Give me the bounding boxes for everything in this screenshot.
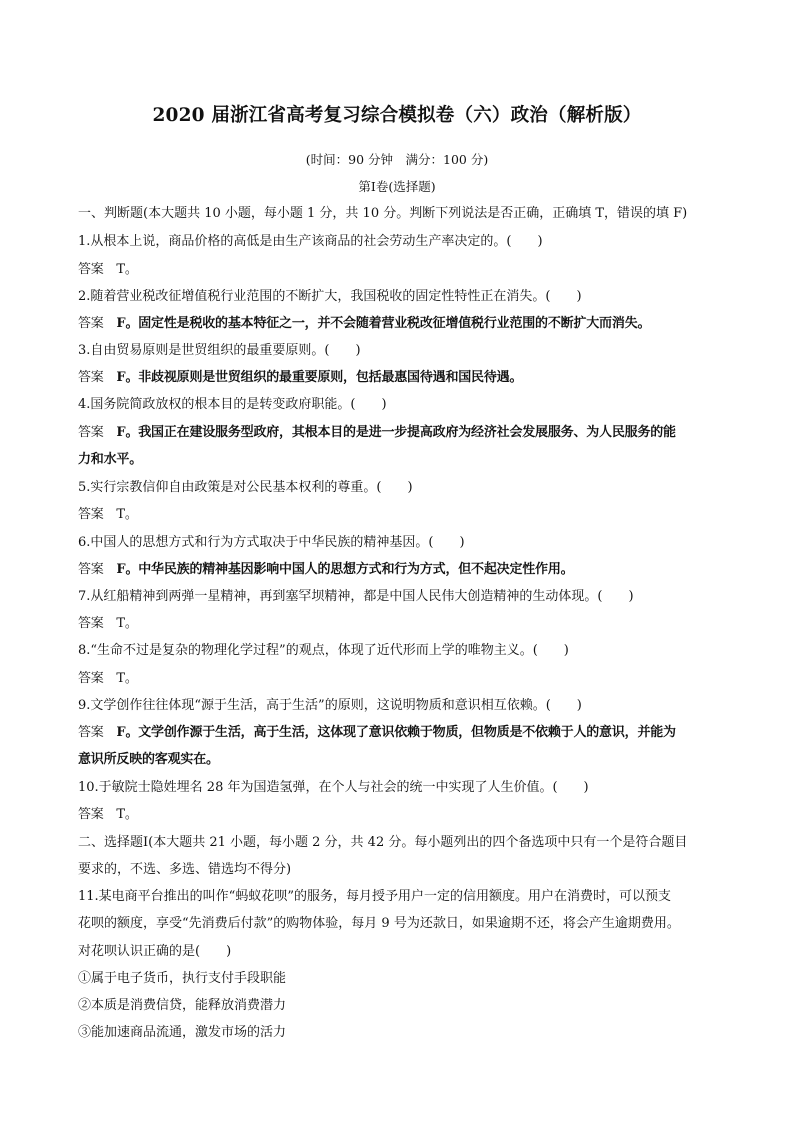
answer-label: 答案 xyxy=(78,507,104,522)
answer-2 xyxy=(78,315,728,333)
question-7: 7.从红船精神到两弹一星精神，再到塞罕坝精神，都是中国人民伟大创造精神的生动体现。( ) xyxy=(78,589,634,604)
question-1: 1.从根本上说，商品价格的高低是由生产该商品的社会劳动生产率决定的。( ) xyxy=(78,234,543,249)
answer-1 xyxy=(78,261,728,279)
answer-8 xyxy=(78,670,728,688)
section1-heading: 一、判断题(本大题共 10 小题，每小题 1 分，共 10 分。判断下列说法是否正确，正确填 T，错误的填 F) xyxy=(78,206,688,221)
volume-heading: 第Ⅰ卷(选择题) xyxy=(358,179,436,194)
answer-label: 答案 xyxy=(78,316,104,331)
answer-label: 答案 xyxy=(78,671,104,686)
question-11-stem-line-3: 对花呗认识正确的是( ) xyxy=(78,944,232,959)
answer-label: 答案 xyxy=(78,807,104,822)
answer-7 xyxy=(78,615,728,633)
answer-label: 答案 xyxy=(78,425,104,440)
exam-time-info: (时间：90 分钟 满分：100 分) xyxy=(305,152,489,167)
answer-text: T。 xyxy=(116,671,138,686)
question-11-option-1: ①属于电子货币，执行支付手段职能 xyxy=(78,971,287,986)
question-10: 10.于敏院士隐姓埋名 28 年为国造氢弹，在个人与社会的统一中实现了人生价值。( ) xyxy=(78,780,589,795)
answer-10 xyxy=(78,806,728,824)
question-11-option-3: ③能加速商品流通，激发市场的活力 xyxy=(78,1025,287,1040)
answer-9-continued: 意识所反映的客观实在。 xyxy=(78,752,219,767)
answer-label: 答案 xyxy=(78,262,104,277)
answer-text: F。固定性是税收的基本特征之一，并不会随着营业税改征增值税行业范围的不断扩大而消失。 xyxy=(116,316,651,331)
answer-4-continued: 力和水平。 xyxy=(78,452,143,467)
answer-text: T。 xyxy=(116,262,138,277)
answer-3 xyxy=(78,369,728,387)
section2-heading: 二、选择题Ⅰ(本大题共 21 小题，每小题 2 分，共 42 分。每小题列出的四个备选项中只有一个是符合题目 xyxy=(78,835,688,850)
answer-text: F。我国正在建设服务型政府，其根本目的是进一步提高政府为经济社会发展服务、为人民服务的能 xyxy=(116,425,676,440)
question-8: 8.“生命不过是复杂的物理化学过程”的观点，体现了近代形而上学的唯物主义。( ) xyxy=(78,643,569,658)
question-9: 9.文学创作往往体现“源于生活，高于生活”的原则，这说明物质和意识相互依赖。( ) xyxy=(78,698,582,713)
answer-label: 答案 xyxy=(78,370,104,385)
answer-text: F。文学创作源于生活，高于生活，这体现了意识依赖于物质，但物质是不依赖于人的意识，并能为 xyxy=(116,725,676,740)
question-2: 2.随着营业税改征增值税行业范围的不断扩大，我国税收的固定性特性正在消失。( ) xyxy=(78,289,582,304)
answer-text: F。中华民族的精神基因影响中国人的思想方式和行为方式，但不起决定性作用。 xyxy=(116,562,574,577)
answer-label: 答案 xyxy=(78,562,104,577)
answer-5 xyxy=(78,506,728,524)
answer-label: 答案 xyxy=(78,725,104,740)
answer-text: F。非歧视原则是世贸组织的最重要原则，包括最惠国待遇和国民待遇。 xyxy=(116,370,523,385)
document-title: 2020 届浙江省高考复习综合模拟卷（六）政治（解析版） xyxy=(152,105,642,126)
answer-text: T。 xyxy=(116,807,138,822)
answer-text: T。 xyxy=(116,616,138,631)
answer-9 xyxy=(78,724,728,742)
question-3: 3.自由贸易原则是世贸组织的最重要原则。( ) xyxy=(78,343,361,358)
question-5: 5.实行宗教信仰自由政策是对公民基本权利的尊重。( ) xyxy=(78,480,413,495)
question-4: 4.国务院简政放权的根本目的是转变政府职能。( ) xyxy=(78,397,387,412)
question-11-stem-line-2: 花呗的额度，享受“先消费后付款”的购物体验，每月 9 号为还款日，如果逾期不还，将会产生逾期费用。 xyxy=(78,916,680,931)
answer-4 xyxy=(78,424,728,442)
answer-label: 答案 xyxy=(78,616,104,631)
answer-6 xyxy=(78,561,728,579)
question-6: 6.中国人的思想方式和行为方式取决于中华民族的精神基因。( ) xyxy=(78,535,465,550)
answer-text: T。 xyxy=(116,507,138,522)
question-11-option-2: ②本质是消费信贷，能释放消费潜力 xyxy=(78,998,287,1013)
question-11-stem: 11.某电商平台推出的叫作“蚂蚁花呗”的服务，每月授予用户一定的信用额度。用户在消费时，可以预支 xyxy=(78,889,671,904)
section2-heading-continued: 要求的，不选、多选、错选均不得分) xyxy=(78,862,292,877)
